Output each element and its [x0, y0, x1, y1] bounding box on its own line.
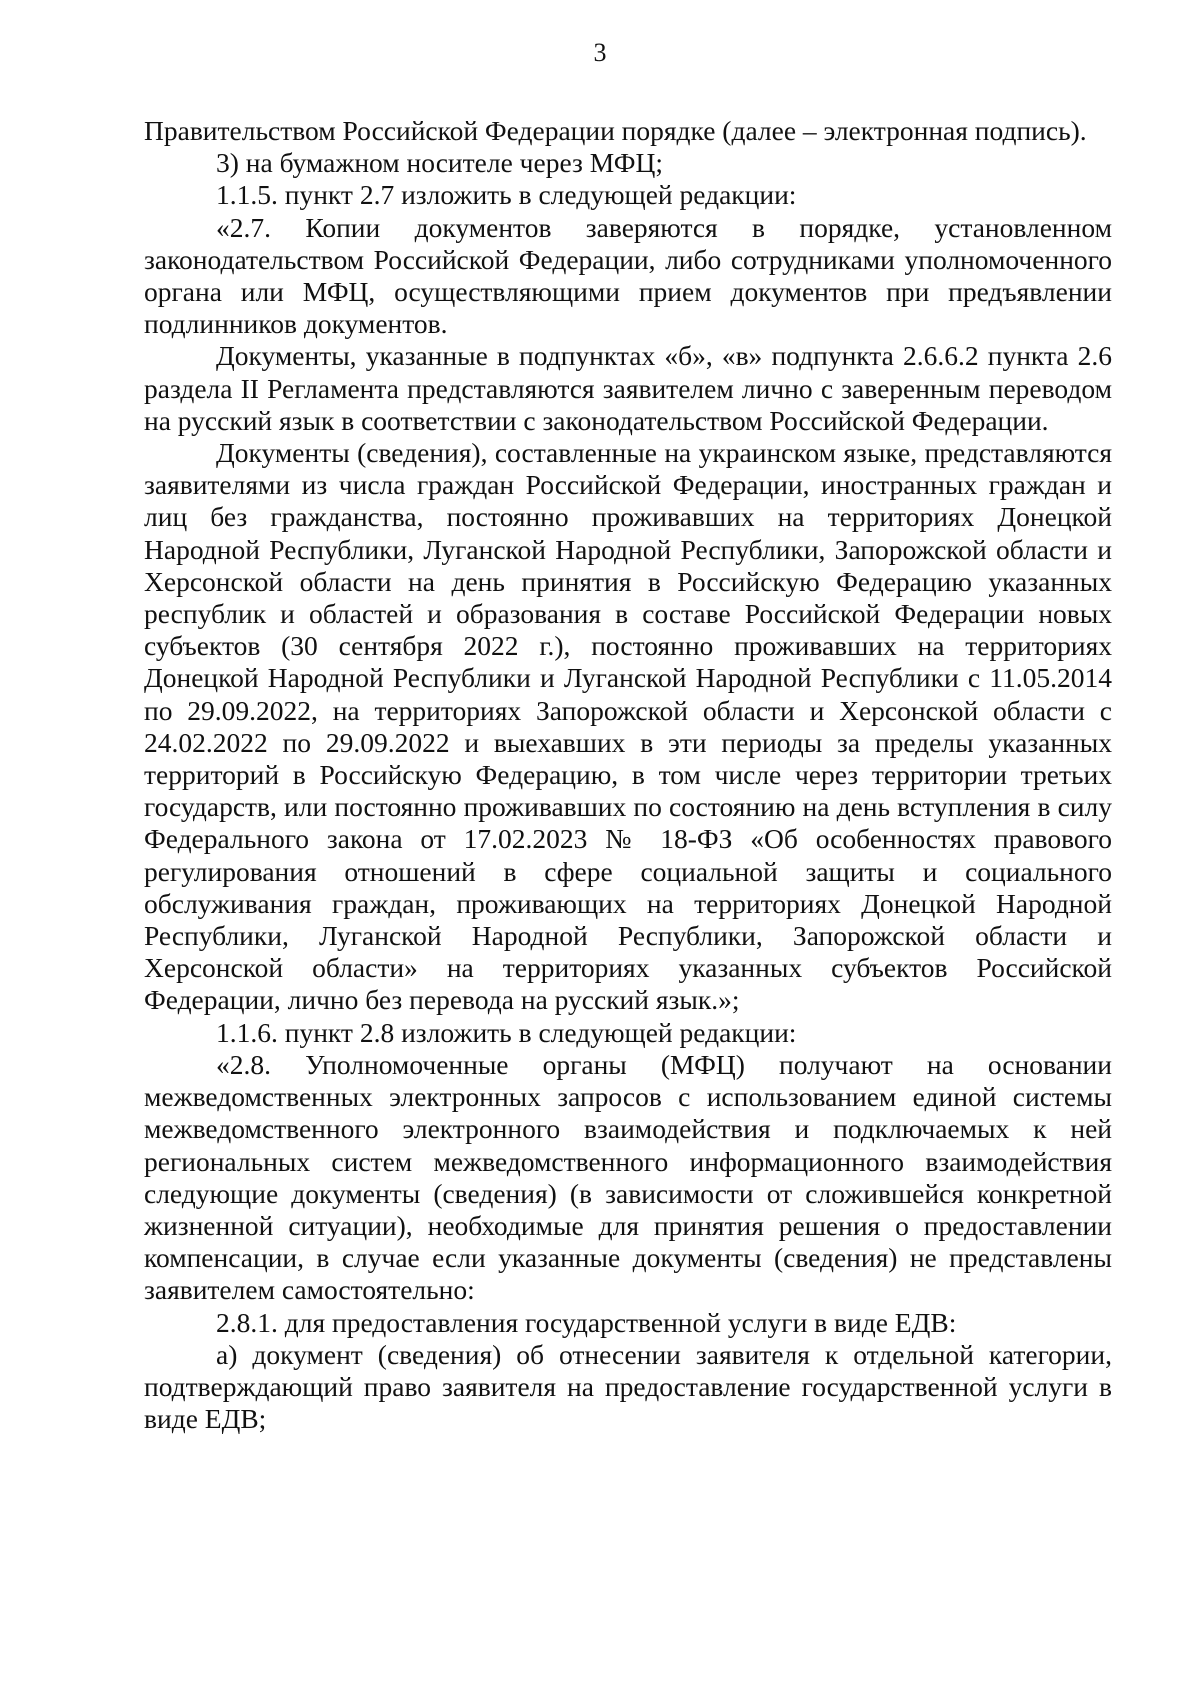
paragraph-2-8-1: 2.8.1. для предоставления государственной услуги в виде ЕДВ: [216, 1306, 957, 1338]
paragraph-2-7: «2.7. Копии документов заверяются в порядке, установленном законодательством Российской Федерации, либо сотрудниками уполномоченного органа или МФЦ, осуществляющими прием документов при предъявлении подлинников документов. [144, 211, 1112, 340]
document-body [144, 115, 1112, 1435]
paragraph-1-1-5: 1.1.5. пункт 2.7 изложить в следующей редакции: [216, 179, 797, 211]
paragraph-item-3: 3) на бумажном носителе через МФЦ; [216, 147, 664, 179]
paragraph-2-8: «2.8. Уполномоченные органы (МФЦ) получают на основании межведомственных электронных запросов с использованием единой системы межведомственного электронного взаимодействия и подключаемых к ней региональных систем межведомственного информационного взаимодействия следующие документы (сведения) (в зависимости от сложившейся конкретной жизненной ситуации), необходимые для принятия решения о предоставлении компенсации, в случае если указанные документы (сведения) не представлены заявителем самостоятельно: [144, 1048, 1112, 1306]
paragraph-documents-translation: Документы, указанные в подпунктах «б», «в» подпункта 2.6.6.2 пункта 2.6 раздела II Регламента представляются заявителем лично с заверенным переводом на русский язык в соответствии с законодательством Российской Федерации. [144, 340, 1112, 436]
paragraph-1-1-6: 1.1.6. пункт 2.8 изложить в следующей редакции: [216, 1016, 797, 1048]
paragraph-continuation: Правительством Российской Федерации порядке (далее – электронная подпись). [144, 115, 1087, 146]
page-number: 3 [593, 38, 607, 67]
paragraph-ukrainian-documents: Документы (сведения), составленные на украинском языке, представляются заявителями из числа граждан Российской Федерации, иностранных граждан и лиц без гражданства, постоянно проживавших на территориях Донецкой Народной Республики, Луганской Народной Республики, Запорожской области и Херсонской области на день принятия в Российскую Федерацию указанных республик и областей и образования в составе Российской Федерации новых субъектов (30 сентября 2022 г.), постоянно проживавших на территориях Донецкой Народной Республики и Луганской Народной Республики с 11.05.2014 по 29.09.2022, на территориях Запорожской области и Херсонской области с 24.02.2022 по 29.09.2022 и выехавших в эти периоды за пределы указанных территорий в Российскую Федерацию, в том числе через территории третьих государств, или постоянно проживавших по состоянию на день вступления в силу Федерального закона от 17.02.2023 № 18-ФЗ «Об особенностях правового регулирования отношений в сфере социальной защиты и социального обслуживания граждан, проживающих на территориях Донецкой Народной Республики, Луганской Народной Республики, Запорожской области и Херсонской области» на территориях указанных субъектов Российской Федерации, лично без перевода на русский язык.»; [144, 437, 1112, 1016]
paragraph-item-a: а) документ (сведения) об отнесении заявителя к отдельной категории, подтверждающий право заявителя на предоставление государственной услуги в виде ЕДВ; [144, 1338, 1112, 1435]
